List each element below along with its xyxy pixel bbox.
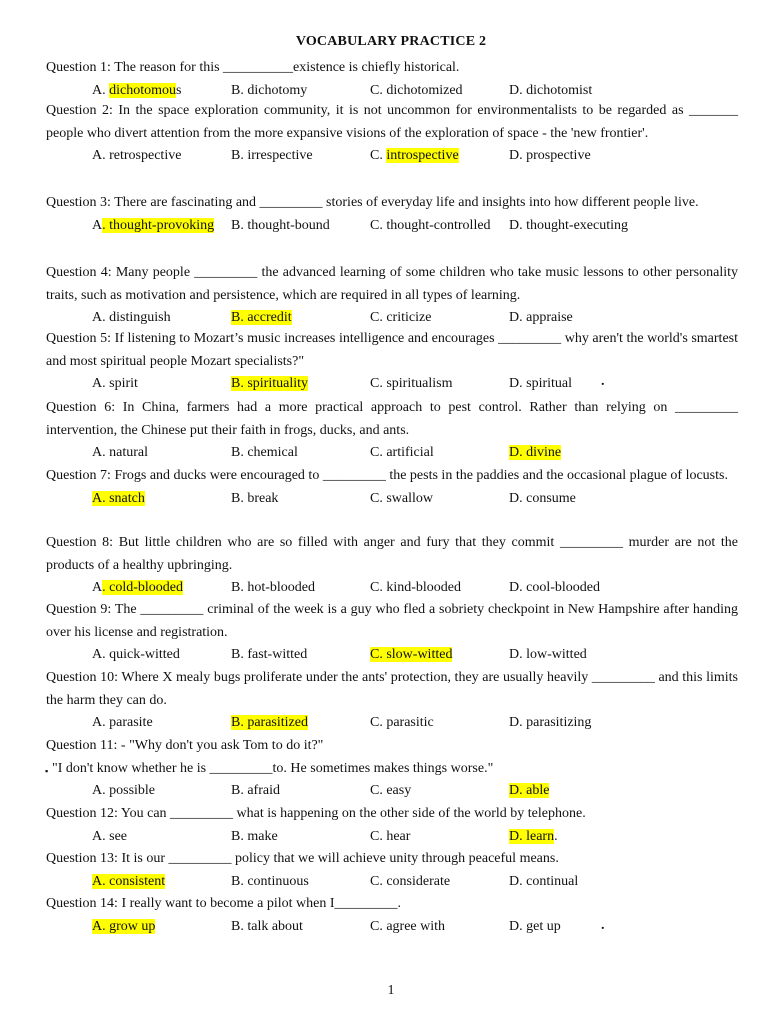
option-c bbox=[370, 577, 461, 600]
option-c bbox=[370, 80, 463, 103]
option-c bbox=[370, 826, 410, 849]
option-letter: A. bbox=[92, 310, 106, 326]
option-d bbox=[509, 373, 572, 396]
answer-options bbox=[46, 577, 738, 600]
highlighted-answer: D. divine bbox=[509, 445, 562, 461]
option-b bbox=[231, 780, 280, 803]
option-letter: C. bbox=[370, 783, 383, 799]
option-letter: D. bbox=[509, 715, 523, 731]
option-text-suffix: . bbox=[554, 828, 558, 844]
question-14 bbox=[46, 893, 738, 938]
option-letter: A. bbox=[92, 783, 106, 799]
question-stem: Question 5: If listening to Mozart’s music increases intelligence and encourages _________ why aren't the world's smartest and most spiritual people Mozart specialists?" bbox=[46, 331, 738, 369]
option-d bbox=[509, 826, 558, 849]
question-stem: Question 11: - "Why don't you ask Tom to do it?" bbox=[46, 738, 324, 753]
answer-options bbox=[46, 373, 738, 396]
option-text: agree with bbox=[386, 918, 446, 934]
option-text: thought-executing bbox=[526, 217, 628, 233]
option-b bbox=[231, 80, 307, 103]
option-c bbox=[370, 644, 452, 667]
option-text: dichotomized bbox=[386, 82, 463, 98]
option-letter: A. bbox=[92, 715, 106, 731]
option-a bbox=[92, 373, 138, 396]
option-letter: B. bbox=[231, 148, 244, 164]
option-b bbox=[231, 307, 292, 330]
option-letter: A bbox=[92, 217, 103, 233]
option-letter: A. bbox=[92, 445, 106, 461]
option-b bbox=[231, 644, 307, 667]
option-text: swallow bbox=[386, 490, 434, 506]
highlighted-answer: A. consistent bbox=[92, 873, 166, 889]
option-letter: D. bbox=[509, 82, 523, 98]
question-6 bbox=[46, 397, 738, 465]
answer-options bbox=[46, 644, 738, 667]
option-text: parasite bbox=[109, 715, 153, 731]
option-text: appraise bbox=[526, 310, 573, 326]
option-text: dichotomist bbox=[526, 82, 593, 98]
option-text: prospective bbox=[526, 148, 591, 164]
answer-options bbox=[46, 712, 738, 735]
option-b bbox=[231, 145, 313, 168]
option-letter: C. bbox=[370, 148, 383, 164]
option-b bbox=[231, 826, 278, 849]
option-a bbox=[92, 712, 153, 735]
option-text: low-witted bbox=[526, 647, 587, 663]
option-c bbox=[370, 871, 450, 894]
option-letter: D. bbox=[509, 647, 523, 663]
option-text: spiritual bbox=[526, 376, 573, 392]
option-a bbox=[92, 871, 165, 894]
option-letter: C. bbox=[370, 310, 383, 326]
option-text: irrespective bbox=[247, 148, 313, 164]
question-2 bbox=[46, 100, 738, 168]
option-letter: C. bbox=[370, 376, 383, 392]
page-number: 1 bbox=[387, 983, 395, 998]
option-letter: B. bbox=[231, 873, 244, 889]
option-a bbox=[92, 826, 127, 849]
option-letter: C. bbox=[370, 82, 383, 98]
answer-options bbox=[46, 215, 738, 238]
answer-options bbox=[46, 442, 738, 465]
option-b bbox=[231, 373, 308, 396]
option-letter: D. bbox=[509, 376, 523, 392]
question-stem: Question 14: I really want to become a pilot when I_________. bbox=[46, 896, 401, 911]
option-b bbox=[231, 916, 303, 939]
highlighted-answer: C. slow-witted bbox=[370, 647, 453, 663]
option-text: continuous bbox=[247, 873, 309, 889]
option-text: thought-controlled bbox=[386, 217, 491, 233]
question-10 bbox=[46, 667, 738, 735]
option-letter: B. bbox=[231, 82, 244, 98]
option-d bbox=[509, 916, 561, 939]
highlighted-answer: B. spirituality bbox=[231, 376, 308, 392]
option-letter: B. bbox=[231, 783, 244, 799]
question-stem: Question 2: In the space exploration community, it is not uncommon for environmentalists to be regarded as _______ people who divert attention from the more expansive visions of the exploration of space - the 'new frontier'. bbox=[46, 103, 738, 141]
option-c bbox=[370, 780, 411, 803]
question-3 bbox=[46, 192, 738, 237]
question-11 bbox=[46, 735, 738, 803]
highlighted-answer: dichotomou bbox=[109, 82, 177, 98]
question-stem: Question 10: Where X mealy bugs proliferate under the ants' protection, they are usually heavily _________ and this limits the harm they can do. bbox=[46, 670, 738, 708]
answer-options bbox=[46, 145, 738, 168]
option-letter: B. bbox=[231, 217, 244, 233]
option-text: fast-witted bbox=[247, 647, 308, 663]
option-a bbox=[92, 577, 183, 600]
option-b bbox=[231, 215, 330, 238]
highlighted-answer: . thought-provoking bbox=[102, 217, 215, 233]
highlighted-answer: B. accredit bbox=[231, 310, 292, 326]
option-d bbox=[509, 80, 592, 103]
stray-dot-2: . bbox=[601, 918, 605, 933]
option-text: afraid bbox=[247, 783, 280, 799]
answer-options bbox=[46, 80, 738, 103]
option-text: break bbox=[247, 490, 279, 506]
option-letter: D. bbox=[509, 490, 523, 506]
option-text-suffix: s bbox=[176, 82, 182, 98]
option-text: spirit bbox=[109, 376, 138, 392]
option-letter: C. bbox=[370, 918, 383, 934]
option-a bbox=[92, 442, 148, 465]
option-text: consume bbox=[526, 490, 576, 506]
question-stem: Question 1: The reason for this __________existence is chiefly historical. bbox=[46, 60, 460, 75]
option-letter: D. bbox=[509, 148, 523, 164]
option-b bbox=[231, 712, 308, 735]
question-7 bbox=[46, 465, 738, 510]
question-4 bbox=[46, 262, 738, 330]
option-a bbox=[92, 307, 171, 330]
option-text: spiritualism bbox=[386, 376, 453, 392]
question-5 bbox=[46, 328, 738, 396]
highlighted-answer: D. able bbox=[509, 783, 550, 799]
option-letter: D. bbox=[509, 217, 523, 233]
option-letter: A. bbox=[92, 148, 106, 164]
option-c bbox=[370, 916, 445, 939]
option-text: retrospective bbox=[109, 148, 182, 164]
option-a bbox=[92, 488, 145, 511]
option-text: parasitic bbox=[386, 715, 434, 731]
option-c bbox=[370, 712, 434, 735]
highlighted-answer: A. grow up bbox=[92, 918, 156, 934]
question-stem: Question 9: The _________ criminal of the week is a guy who fled a sobriety checkpoint in New Hampshire after handing over his license and registration. bbox=[46, 602, 738, 640]
option-d bbox=[509, 488, 576, 511]
bullet-marker: ▪ bbox=[45, 765, 49, 776]
question-stem: Question 12: You can _________ what is happening on the other side of the world by telephone. bbox=[46, 806, 586, 821]
option-letter: A. bbox=[92, 647, 106, 663]
option-text: chemical bbox=[247, 445, 298, 461]
option-text: quick-witted bbox=[109, 647, 180, 663]
option-letter: D. bbox=[509, 580, 523, 596]
option-letter: B. bbox=[231, 490, 244, 506]
option-d bbox=[509, 780, 549, 803]
option-text: easy bbox=[386, 783, 412, 799]
option-text: distinguish bbox=[109, 310, 171, 326]
option-text: talk about bbox=[247, 918, 303, 934]
option-a bbox=[92, 145, 181, 168]
answer-options bbox=[46, 871, 738, 894]
question-stem: Question 6: In China, farmers had a more practical approach to pest control. Rather than relying on _________ intervention, the Chinese put their faith in frogs, ducks, and ants. bbox=[46, 400, 738, 438]
option-a bbox=[92, 644, 180, 667]
option-c bbox=[370, 442, 434, 465]
option-letter: B. bbox=[231, 828, 244, 844]
option-text: possible bbox=[109, 783, 156, 799]
answer-options bbox=[46, 916, 738, 939]
option-text: hear bbox=[386, 828, 411, 844]
question-stem-continued: "I don't know whether he is _________to. He sometimes makes things worse." bbox=[52, 760, 494, 776]
option-text: cool-blooded bbox=[526, 580, 600, 596]
option-a bbox=[92, 80, 181, 103]
option-text: criticize bbox=[386, 310, 432, 326]
option-letter: C. bbox=[370, 490, 383, 506]
option-letter: A. bbox=[92, 82, 106, 98]
option-text: continual bbox=[526, 873, 579, 889]
option-d bbox=[509, 577, 600, 600]
option-letter: A. bbox=[92, 828, 106, 844]
option-d bbox=[509, 215, 628, 238]
option-letter: B. bbox=[231, 580, 244, 596]
option-d bbox=[509, 145, 591, 168]
option-c bbox=[370, 145, 459, 168]
option-d bbox=[509, 871, 578, 894]
question-13 bbox=[46, 848, 738, 893]
option-text: make bbox=[247, 828, 278, 844]
option-a bbox=[92, 215, 214, 238]
question-8 bbox=[46, 532, 738, 600]
option-b bbox=[231, 442, 298, 465]
option-text: considerate bbox=[386, 873, 451, 889]
option-d bbox=[509, 307, 573, 330]
option-b bbox=[231, 488, 278, 511]
option-letter: C. bbox=[370, 715, 383, 731]
question-1 bbox=[46, 57, 738, 102]
question-stem: Question 8: But little children who are so filled with anger and fury that they commit _________ murder are not the products of a healthy upbringing. bbox=[46, 535, 738, 573]
option-letter: C. bbox=[370, 873, 383, 889]
answer-options bbox=[46, 307, 738, 330]
answer-options bbox=[46, 488, 738, 511]
highlighted-answer: . cold-blooded bbox=[102, 580, 183, 596]
option-b bbox=[231, 577, 315, 600]
stray-dot-1: . bbox=[601, 374, 605, 389]
option-letter: A. bbox=[92, 376, 106, 392]
question-stem: Question 7: Frogs and ducks were encouraged to _________ the pests in the paddies and the occasional plague of locusts. bbox=[46, 468, 728, 483]
option-letter: D. bbox=[509, 918, 523, 934]
option-text: natural bbox=[109, 445, 148, 461]
question-stem: Question 13: It is our _________ policy that we will achieve unity through peaceful means. bbox=[46, 851, 559, 866]
option-d bbox=[509, 644, 587, 667]
option-text: get up bbox=[526, 918, 561, 934]
highlighted-answer: introspective bbox=[386, 148, 459, 164]
option-letter: B. bbox=[231, 445, 244, 461]
option-a bbox=[92, 780, 155, 803]
option-letter: C. bbox=[370, 580, 383, 596]
option-text: artificial bbox=[386, 445, 434, 461]
option-letter: D. bbox=[509, 310, 523, 326]
option-c bbox=[370, 488, 433, 511]
option-c bbox=[370, 215, 491, 238]
option-text: thought-bound bbox=[247, 217, 330, 233]
question-stem: Question 4: Many people _________ the advanced learning of some children who take music lessons to other personality traits, such as motivation and persistence, which are required in all types of learning. bbox=[46, 265, 738, 303]
option-a bbox=[92, 916, 155, 939]
option-letter: C. bbox=[370, 445, 383, 461]
question-12 bbox=[46, 803, 738, 848]
answer-options bbox=[46, 826, 738, 849]
option-text: kind-blooded bbox=[386, 580, 461, 596]
option-text: hot-blooded bbox=[247, 580, 315, 596]
option-text: dichotomy bbox=[247, 82, 308, 98]
option-text: see bbox=[109, 828, 128, 844]
option-letter: C. bbox=[370, 217, 383, 233]
question-9 bbox=[46, 599, 738, 667]
option-text: parasitizing bbox=[526, 715, 592, 731]
option-c bbox=[370, 373, 452, 396]
option-d bbox=[509, 442, 561, 465]
question-stem: Question 3: There are fascinating and _________ stories of everyday life and insights into how different people live. bbox=[46, 195, 699, 210]
option-letter: C. bbox=[370, 828, 383, 844]
option-letter: B. bbox=[231, 918, 244, 934]
option-letter: A bbox=[92, 580, 103, 596]
option-c bbox=[370, 307, 431, 330]
highlighted-answer: D. learn bbox=[509, 828, 555, 844]
option-d bbox=[509, 712, 591, 735]
option-letter: D. bbox=[509, 873, 523, 889]
page-title: VOCABULARY PRACTICE 2 bbox=[295, 34, 487, 49]
option-b bbox=[231, 871, 309, 894]
option-letter: B. bbox=[231, 647, 244, 663]
highlighted-answer: B. parasitized bbox=[231, 715, 308, 731]
highlighted-answer: A. snatch bbox=[92, 490, 145, 506]
answer-options bbox=[46, 780, 738, 803]
